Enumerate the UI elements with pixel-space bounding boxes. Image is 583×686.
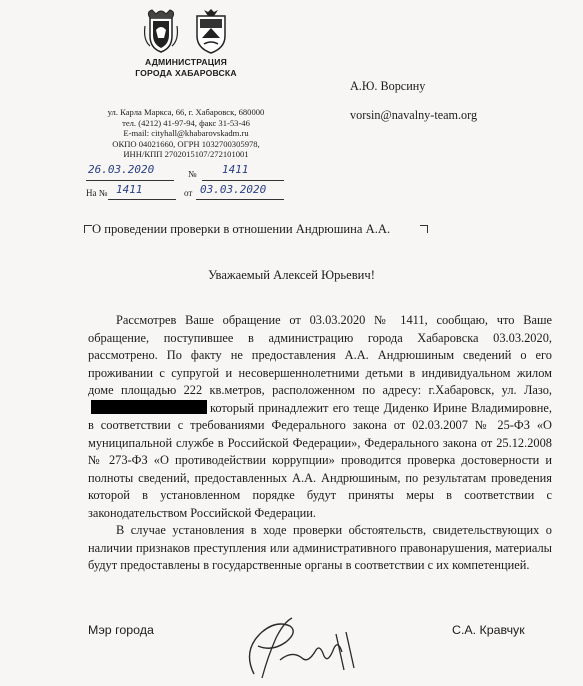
region-coat-of-arms-icon: [192, 8, 230, 54]
contact-inn: ИНН/КПП 2702015107/272101001: [123, 149, 249, 160]
contact-address: ул. Карла Маркса, 66, г. Хабаровск, 680000: [107, 107, 265, 117]
org-line-2: ГОРОДА ХАБАРОВСКА: [135, 68, 237, 78]
reference-date: 03.03.2020: [200, 183, 267, 196]
number-underline: [202, 180, 284, 181]
registration-date: 26.03.2020: [88, 163, 155, 176]
signatory-role: Мэр города: [88, 623, 154, 637]
registration-number-label: №: [188, 169, 197, 179]
date-underline: [86, 180, 174, 181]
paragraph-1-part-2: который принадлежит его теще Диденко Ирине Владимировне, в соответствии с требованиями Федерального закона от 02.03.2007 № 25-ФЗ «О муниципальной службе в Российской Федерации», Федерального закона от 25.12.2008 № 273-ФЗ «О противодействии коррупции» проводится проверка достоверности и полноты сведений, предоставленных А.А. Андрюшиным, по результатам проведения которой в установленном порядке будут приняты меры в соответствии с законодательством Российской Федерации.: [88, 400, 552, 520]
reference-number-label: На №: [86, 188, 108, 198]
letter-greeting: Уважаемый Алексей Юрьевич!: [208, 268, 375, 282]
addressee-email: vorsin@navalny-team.org: [350, 108, 478, 122]
ref-date-underline: [196, 199, 284, 200]
city-coat-of-arms-icon: [142, 8, 180, 54]
addressee-block: [350, 72, 477, 130]
contact-okpo: ОКПО 04021660, ОГРН 1032700305978,: [112, 138, 260, 149]
handwritten-signature: [232, 610, 362, 682]
registration-number: 1411: [222, 163, 249, 176]
letter-subject: О проведении проверки в отношении Андрюшина А.А.: [92, 222, 391, 236]
signatory-name: С.А. Кравчук: [452, 623, 525, 637]
letter-body: [88, 312, 552, 575]
organization-name: [118, 57, 254, 79]
body-paragraph-2: В случае установления в ходе проверки обстоятельств, свидетельствующих о наличии признаков преступления или административного правонарушения, материалы будут предоставлены в государственные органы в соответствии с их компетенцией.: [88, 523, 552, 572]
paragraph-1-part-1: Рассмотрев Ваше обращение от 03.03.2020 № 1411, сообщаю, что Ваше обращение, поступившее в администрацию города Хабаровска 03.03.2020, рассмотрено. По факту не предоставления А.А. Андрюшиным сведений о его проживании с супругой и несовершеннолетними детьми в индивидуальном жилом доме площадью 222 кв.метров, расположенном по адресу: г.Хабаровск, ул. Лазо,: [88, 313, 552, 397]
subject-bracket-right: [420, 225, 428, 233]
contact-email: E-mail: cityhall@khabarovskadm.ru: [123, 128, 249, 139]
org-line-1: АДМИНИСТРАЦИЯ: [144, 57, 228, 67]
organization-contacts: [86, 107, 286, 160]
reference-from-label: от: [184, 188, 193, 198]
ref-number-underline: [108, 199, 176, 200]
subject-bracket-left: [84, 225, 92, 233]
contact-phone: тел. (4212) 41-97-94, факс 31-53-46: [122, 117, 250, 128]
reference-number: 1411: [116, 183, 143, 196]
redacted-address-block: [91, 400, 207, 414]
addressee-name: А.Ю. Ворсину: [350, 79, 426, 93]
body-paragraph-1: [88, 312, 552, 522]
